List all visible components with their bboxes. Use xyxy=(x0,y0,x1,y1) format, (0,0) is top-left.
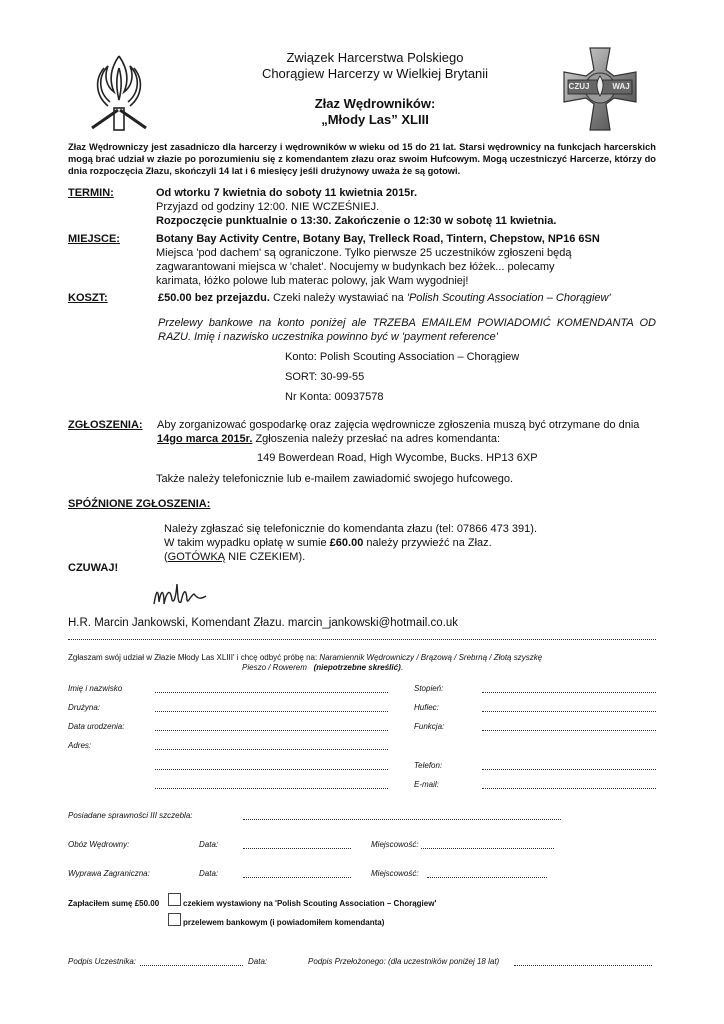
hufiec-label: Hufiec: xyxy=(414,703,439,712)
bank-account-name: Konto: Polish Scouting Association – Chorągiew xyxy=(285,351,520,363)
form-intro-options: Naramiennik Wędrowniczy / Brązową / Srebrną / Złotą szyszkę xyxy=(319,653,543,662)
telefon-label: Telefon: xyxy=(414,761,443,770)
zgloszenia-deadline: 14go marca 2015r. xyxy=(157,433,253,445)
form-intro-mode: Pieszo / Rowerem xyxy=(242,663,307,672)
miejsce-block xyxy=(156,232,676,288)
funkcja-field[interactable] xyxy=(482,721,656,731)
termin-label: TERMIN: xyxy=(68,187,114,199)
termin-arrival: Przyjazd od godziny 12:00. NIE WCZEŚNIEJ. xyxy=(156,201,380,213)
stopien-label: Stopień: xyxy=(414,684,444,693)
org-line-2: Chorągiew Harcerzy w Wielkiej Brytanii xyxy=(261,66,489,81)
podpis-data-label: Data: xyxy=(248,957,268,966)
wyprawa-miejscowosc-field[interactable] xyxy=(427,868,547,878)
cut-line xyxy=(68,633,656,640)
paid-label: Zapłaciłem sumę £50.00 xyxy=(68,899,160,908)
oboz-data-field[interactable] xyxy=(243,839,351,849)
spoznione-line-2 xyxy=(164,536,664,550)
cheque-checkbox[interactable] xyxy=(168,893,181,906)
cheque-option-label: czekiem wystawiony na 'Polish Scouting Association – Chorągiew' xyxy=(183,899,437,908)
spoznione-line-2a: W takim wypadku opłatę w sumie xyxy=(164,537,330,549)
stopien-field[interactable] xyxy=(482,683,656,693)
form-intro-strike-note: (niepotrzebne skreślić) xyxy=(313,663,401,672)
podpis-uczestnika-label: Podpis Uczestnika: xyxy=(68,957,137,966)
druzyna-field[interactable] xyxy=(155,702,388,712)
termin-dates: Od wtorku 7 kwietnia do soboty 11 kwietnia 2015r. xyxy=(156,187,418,199)
sprawnosci-field[interactable] xyxy=(243,810,561,820)
wyprawa-data-field[interactable] xyxy=(243,868,351,878)
druzyna-label: Drużyna: xyxy=(68,703,101,712)
koszt-amount: £50.00 bez przejazdu. xyxy=(158,292,270,304)
adres-field-1[interactable] xyxy=(155,740,388,750)
imie-label: Imię i nazwisko xyxy=(68,684,123,693)
termin-times: Rozpoczęcie punktualnie o 13:30. Zakończenie o 12:30 w sobotę 11 kwietnia. xyxy=(156,215,557,227)
spoznione-block xyxy=(164,522,664,564)
koszt-line xyxy=(158,291,658,305)
data-urodzenia-field[interactable] xyxy=(155,721,388,731)
spoznione-line-1: Należy zgłaszać się telefonicznie do komendanta złazu (tel: 07866 473 391). xyxy=(164,523,538,535)
spoznione-line-2c: należy przywieźć na Złaz. xyxy=(363,537,492,549)
termin-block xyxy=(156,186,676,228)
sprawnosci-label: Posiadane sprawności III szczebla: xyxy=(68,811,193,820)
telefon-field[interactable] xyxy=(482,760,656,770)
funkcja-label: Funkcja: xyxy=(414,722,445,731)
form-intro xyxy=(68,653,658,662)
miejsce-address: Botany Bay Activity Centre, Botany Bay, Trelleck Road, Tintern, Chepstow, NP16 6SN xyxy=(156,233,600,245)
spoznione-label: SPÓŹNIONE ZGŁOSZENIA: xyxy=(68,498,211,510)
event-title-line-2: „Młody Las” XLIII xyxy=(321,112,429,127)
zgloszenia-line-2 xyxy=(157,432,667,446)
koszt-cheque-payee: 'Polish Scouting Association – Chorągiew' xyxy=(406,292,611,304)
event-title-line-1: Złaz Wędrowników: xyxy=(314,96,436,111)
form-intro-line-2: Pieszo / Rowerem (niepotrzebne skreślić). xyxy=(242,663,403,672)
oboz-miejscowosc-field[interactable] xyxy=(421,839,554,849)
wyprawa-data-label: Data: xyxy=(199,869,219,878)
zgloszenia-line-2-rest: Zgłoszenia należy przesłać na adres komendanta: xyxy=(252,433,501,445)
zgloszenia-label: ZGŁOSZENIA: xyxy=(68,419,143,431)
bank-account-number: Nr Konta: 00937578 xyxy=(285,391,384,403)
spoznione-line-3c: NIE CZEKIEM). xyxy=(225,551,306,563)
email-label: E-mail: xyxy=(414,780,439,789)
koszt-transfer-note: Przelewy bankowe na konto poniżej ale TRZEBA EMAILEM POWIADOMIĆ KOMENDANTA OD RAZU. Imię i nazwisko uczestnika powinno być w 'payment reference' xyxy=(158,317,656,343)
imie-field[interactable] xyxy=(155,683,388,693)
badge-left-text: CZUJ xyxy=(568,82,590,91)
event-title xyxy=(200,96,550,128)
miejsce-line-2: Miejsca 'pod dachem' są ograniczone. Tylko pierwsze 25 uczestników zgłoszeni będą xyxy=(156,247,572,259)
koszt-label: KOSZT: xyxy=(68,292,108,304)
org-line-1: Związek Harcerstwa Polskiego xyxy=(286,50,464,65)
miejsce-label: MIEJSCE: xyxy=(68,233,120,245)
wyprawa-label: Wyprawa Zagraniczna: xyxy=(68,869,150,878)
adres-label: Adres: xyxy=(68,741,92,750)
koszt-cheque-text: Czeki należy wystawiać na xyxy=(269,292,407,304)
adres-field-3[interactable] xyxy=(155,779,388,789)
form-intro-a: Zgłaszam swój udział w Złazie Młody Las XLIII' i chcę odbyć próbę na: xyxy=(68,653,320,662)
hufiec-field[interactable] xyxy=(482,702,656,712)
late-fee: £60.00 xyxy=(329,537,364,549)
transfer-checkbox[interactable] xyxy=(168,913,181,926)
email-field[interactable] xyxy=(482,779,656,789)
oboz-miejscowosc-label: Miejscowość: xyxy=(371,840,419,849)
oboz-data-label: Data: xyxy=(199,840,219,849)
spoznione-line-3a: ( xyxy=(164,551,168,563)
podpis-przelozonego-label: Podpis Przełożonego: (dla uczestników poniżej 18 lat) xyxy=(308,957,500,966)
adres-field-2[interactable] xyxy=(155,760,388,770)
transfer-option-label: przelewem bankowym (i powiadomiłem komendanta) xyxy=(183,918,385,927)
wyprawa-miejscowosc-label: Miejscowość: xyxy=(371,869,419,878)
spoznione-line-3 xyxy=(164,550,664,564)
badge-right-text: WAJ xyxy=(612,82,630,91)
cash-only: GOTÓWKĄ xyxy=(167,551,226,563)
zgloszenia-phone-note: Także należy telefonicznie lub e-mailem zawiadomić swojego hufcowego. xyxy=(156,473,514,485)
podpis-uczestnika-field[interactable] xyxy=(140,956,243,966)
signature-line: H.R. Marcin Jankowski, Komendant Złazu. marcin_jankowski@hotmail.co.uk xyxy=(68,617,459,629)
org-name xyxy=(200,50,550,82)
miejsce-line-4: karimata, łóżko polowe lub materac polowy, jak Wam wygodniej! xyxy=(156,275,469,287)
oboz-label: Obóz Wędrowny: xyxy=(68,840,130,849)
podpis-przelozonego-field[interactable] xyxy=(514,956,652,966)
flame-logo-icon xyxy=(84,48,154,134)
data-urodzenia-label: Data urodzenia: xyxy=(68,722,125,731)
miejsce-line-3: zagwarantowani miejsca w 'chalet'. Nocujemy w budynkach bez łóżek... polecamy xyxy=(156,261,555,273)
handwritten-signature-icon xyxy=(150,578,220,612)
intro-paragraph: Złaz Wędrowniczy jest zasadniczo dla harcerzy i wędrowników w wieku od 15 do 21 lat. Starsi wędrownicy na funkcjach harcerskich mogą brać udział w złazie po porozumieniu się z komendantem złazu oraz swoim Hufcowym. Mogą uczestniczyć Harcerze, którzy do dnia rozpoczęcia Złazu, skończyli 14 lat i 6 miesięcy jeśli drużynowy uważa że są gotowi. xyxy=(68,142,656,176)
czuwaj-greeting: CZUWAJ! xyxy=(68,562,119,574)
bank-sort-code: SORT: 30-99-55 xyxy=(285,371,365,383)
zgloszenia-line-1: Aby zorganizować gospodarkę oraz zajęcia wędrownicze zgłoszenia muszą być otrzymane do dnia xyxy=(157,419,640,431)
zgloszenia-text xyxy=(157,418,667,446)
komendant-address: 149 Bowerdean Road, High Wycombe, Bucks. HP13 6XP xyxy=(257,452,538,464)
